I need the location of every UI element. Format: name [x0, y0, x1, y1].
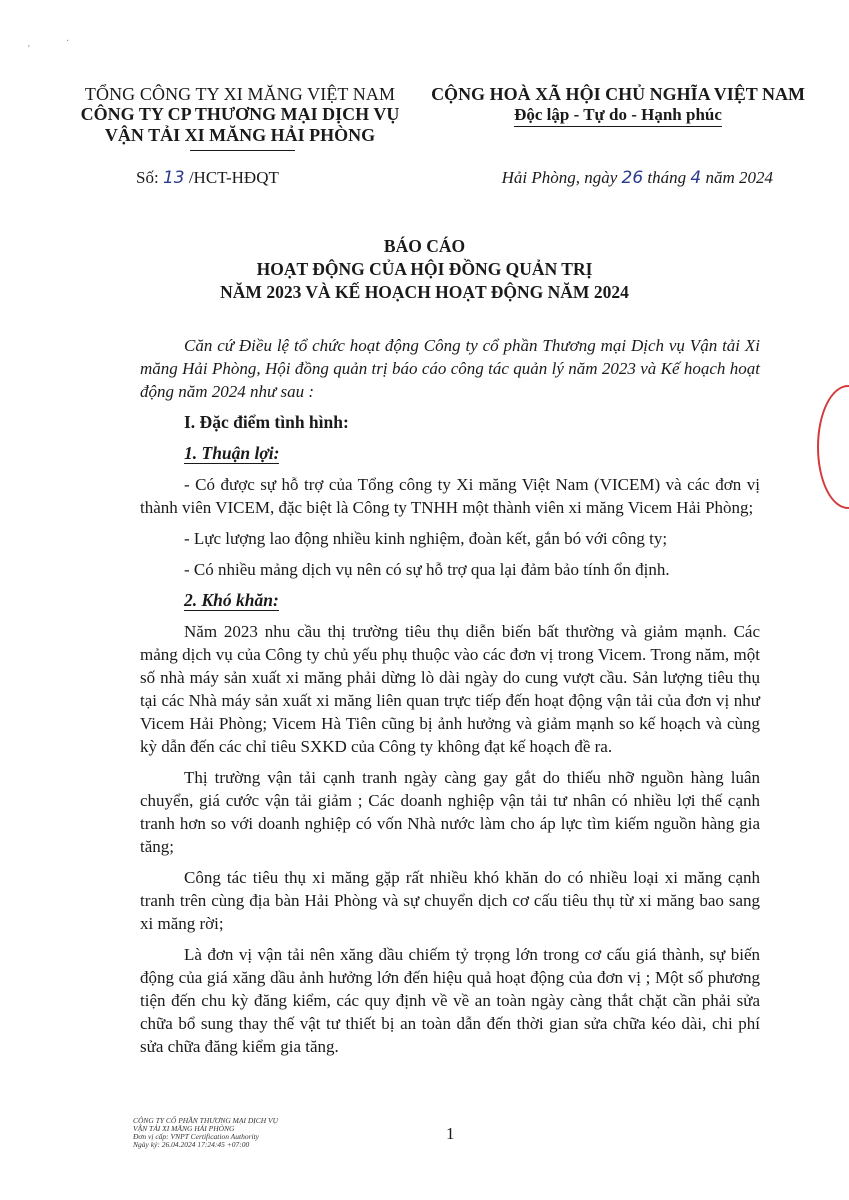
- section-1-heading: I. Đặc điểm tình hình:: [184, 412, 349, 432]
- national-motto: Độc lập - Tự do - Hạnh phúc: [514, 104, 722, 127]
- date-place: Hải Phòng, ngày: [501, 168, 618, 187]
- header-organization: [60, 84, 420, 146]
- title-line1: BÁO CÁO: [383, 236, 466, 256]
- document-number: [136, 168, 279, 188]
- document-body: [140, 334, 760, 1058]
- report-title: [0, 235, 849, 304]
- advantage-item: - Lực lượng lao động nhiều kinh nghiệm, đoàn kết, gắn bó với công ty;: [184, 529, 668, 548]
- company-name-line1: CÔNG TY CP THƯƠNG MẠI DỊCH VỤ: [80, 104, 400, 124]
- date-day: 26: [621, 168, 644, 188]
- document-date: [502, 168, 773, 188]
- header-nation: [418, 84, 818, 127]
- difficulty-paragraph: Thị trường vận tải cạnh tranh ngày càng gay gắt do thiếu nhỡ nguồn hàng luân chuyển, giá cước vận tải giảm ; Các doanh nghiệp vận tải tư nhân có nhiều lợi thế cạnh tranh hơn so với doanh nghiệp có vốn Nhà nước làm cho áp lực tìm kiếm nguồn hàng gia tăng;: [140, 768, 760, 856]
- so-code: /HCT-HĐQT: [188, 168, 279, 187]
- subsection-2-heading: 2. Khó khăn:: [184, 590, 279, 610]
- date-month: 4: [690, 168, 702, 188]
- nation-name: CỘNG HOÀ XÃ HỘI CHỦ NGHĨA VIỆT NAM: [431, 84, 805, 104]
- title-line2: HOẠT ĐỘNG CỦA HỘI ĐỒNG QUẢN TRỊ: [256, 259, 593, 279]
- page-number: 1: [446, 1124, 455, 1143]
- so-label: Số:: [136, 168, 159, 187]
- difficulty-paragraph: Năm 2023 nhu cầu thị trường tiêu thụ diễn biến bất thường và giảm mạnh. Các mảng dịch vụ của Công ty chủ yếu phụ thuộc vào các đơn vị trong Vicem. Trong năm, một số nhà máy sản xuất xi măng phải dừng lò dài ngày do cung vượt cầu. Sản lượng tiêu thụ tại các Nhà máy sản xuất xi măng liên quan trực tiếp đến hoạt động vận tải của đơn vị như Vicem Hải Phòng; Vicem Hà Tiên cũng bị ảnh hưởng và giảm mạnh so kế hoạch và cùng kỳ dẫn đến các chỉ tiêu SXKD của Công ty không đạt kế hoạch đề ra.: [140, 622, 760, 756]
- so-number: 13: [162, 168, 185, 188]
- red-seal-partial: [817, 385, 849, 509]
- scan-speck: ·: [66, 36, 70, 47]
- company-name-line2: VẬN TẢI XI MĂNG HẢI PHÒNG: [104, 125, 376, 145]
- difficulty-paragraph: Là đơn vị vận tải nên xăng dầu chiếm tỷ trọng lớn trong cơ cấu giá thành, sự biến động của giá xăng dầu ảnh hưởng lớn đến hiệu quả hoạt động của đơn vị ; Một số phương tiện đến chu kỳ đăng kiểm, các quy định về về an toàn ngày càng thắt chặt cần phải sửa chữa bổ sung thay thế vật tư thiết bị an toàn dẫn đến thời gian sửa chữa kéo dài, chi phí sửa chữa đăng kiểm gia tăng.: [140, 945, 760, 1056]
- parent-company: TỔNG CÔNG TY XI MĂNG VIỆT NAM: [84, 84, 396, 104]
- date-year: năm 2024: [705, 168, 773, 187]
- intro-paragraph: Căn cứ Điều lệ tổ chức hoạt động Công ty cổ phần Thương mại Dịch vụ Vận tải Xi măng Hải Phòng, Hội đồng quản trị báo cáo công tác quản lý năm 2023 và Kế hoạch hoạt động năm 2024 như sau :: [140, 336, 760, 401]
- title-line3: NĂM 2023 VÀ KẾ HOẠCH HOẠT ĐỘNG NĂM 2024: [220, 282, 629, 302]
- advantage-item: - Có nhiều mảng dịch vụ nên có sự hỗ trợ qua lại đảm bảo tính ổn định.: [184, 560, 670, 579]
- header-left-underline: [190, 150, 295, 151]
- difficulty-paragraph: Công tác tiêu thụ xi măng gặp rất nhiều khó khăn do có nhiều loại xi măng cạnh tranh trên cùng địa bàn Hải Phòng và sự chuyển dịch cơ cấu tiêu thụ từ xi măng bao sang xi măng rời;: [140, 868, 760, 933]
- digital-signature-stamp: CÔNG TY CỔ PHẦN THƯƠNG MẠI DỊCH VỤ VẬN TẢI XI MĂNG HẢI PHÒNG Đơn vị cấp: VNPT Certification Authority Ngày ký: 26.04.2024 17:24:45 +07:00: [133, 1116, 279, 1149]
- scan-speck: ': [28, 44, 30, 55]
- subsection-1-heading: 1. Thuận lợi:: [184, 443, 280, 463]
- date-month-label: tháng: [647, 168, 687, 187]
- advantage-item: - Có được sự hỗ trợ của Tổng công ty Xi măng Việt Nam (VICEM) và các đơn vị thành viên VICEM, đặc biệt là Công ty TNHH một thành viên xi măng Vicem Hải Phòng;: [140, 475, 760, 517]
